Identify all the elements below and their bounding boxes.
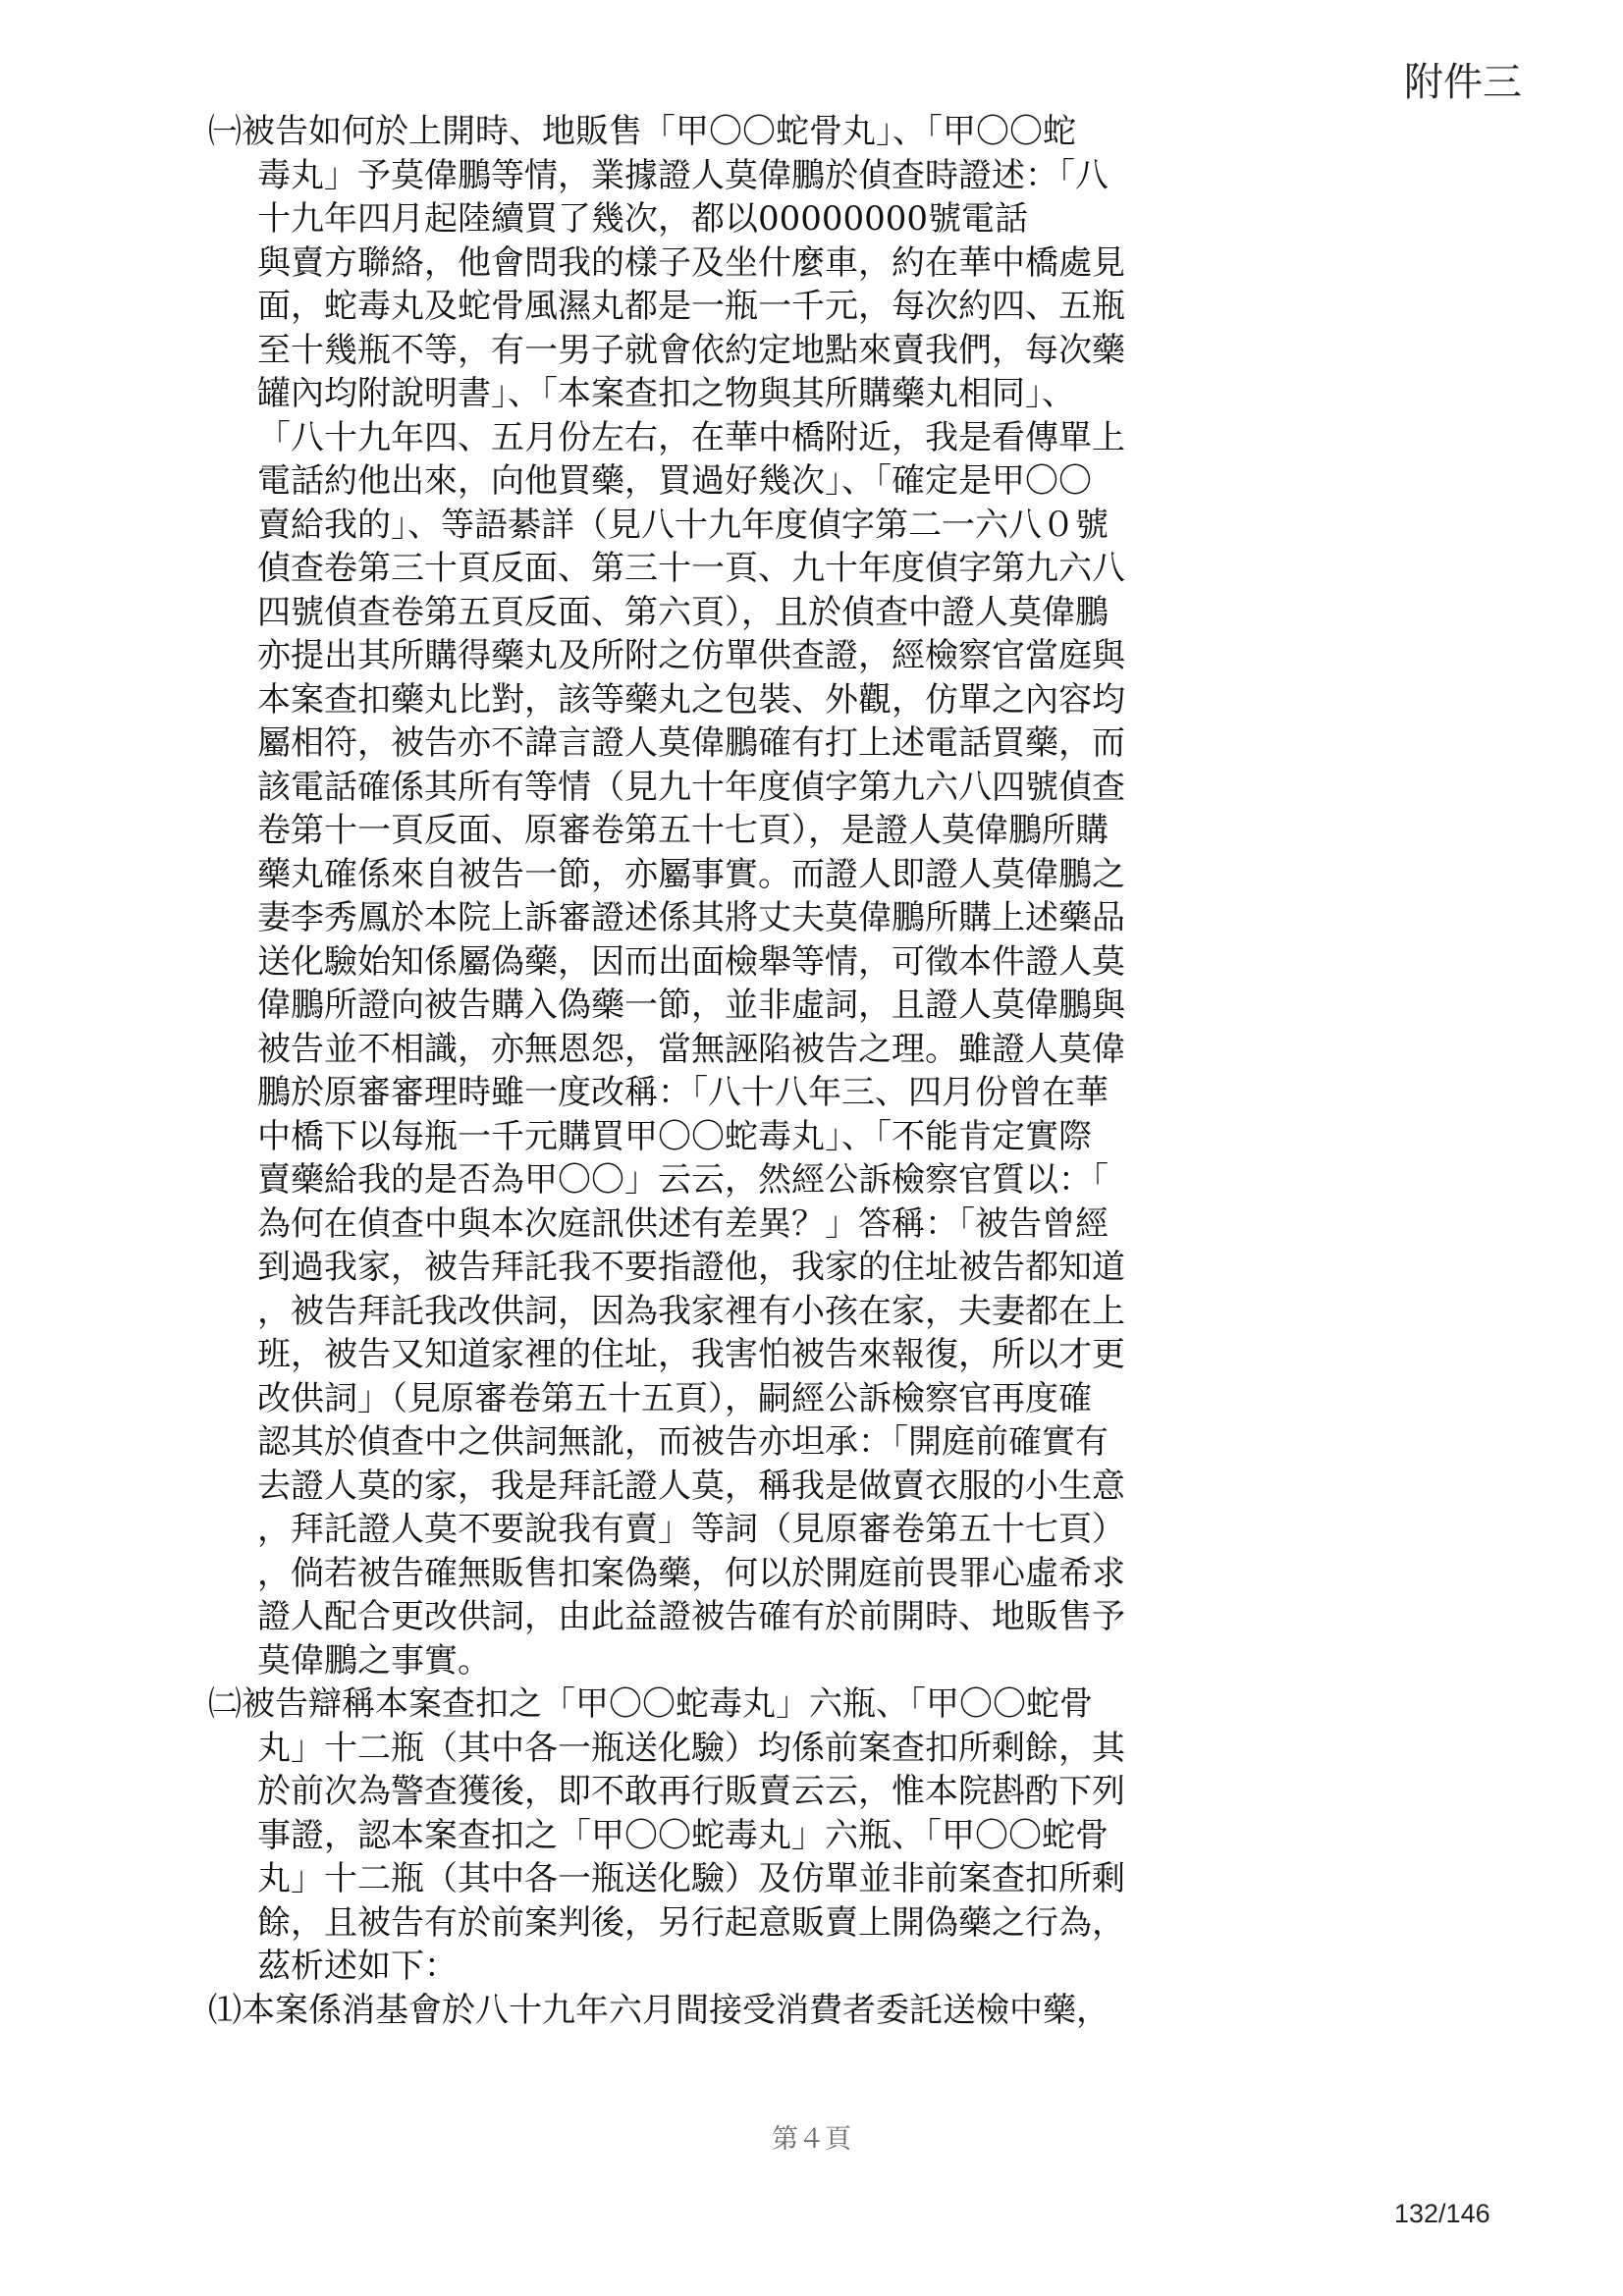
body-line: 送化驗始知係屬偽藥，因而出面檢舉等情，可徵本件證人莫 [257,941,1125,982]
body-line: 丸」十二瓶（其中各一瓶送化驗）及仿單並非前案查扣所剩 [257,1859,1125,1898]
body-line: 四號偵查卷第五頁反面、第六頁），且於偵查中證人莫偉鵬 [257,592,1109,632]
attachment-label: 附件三 [1404,60,1522,105]
body-line: 該電話確係其所有等情（見九十年度偵字第九六八四號偵查 [257,767,1125,807]
body-line: 證人配合更改供詞，由此益證被告確有於前開時、地販售予 [257,1597,1125,1636]
body-line: 罐內均附說明書」、「本案查扣之物與其所購藥丸相同」、 [257,374,1075,413]
body-line: 十九年四月起陸續買了幾次，都以00000000號電話 [257,199,1029,239]
body-line: 到過我家，被告拜託我不要指證他，我家的住址被告都知道 [257,1248,1125,1287]
body-line: 屬相符，被告亦不諱言證人莫偉鵬確有打上述電話買藥，而 [257,723,1125,763]
body-line: 妻李秀鳳於本院上訴審證述係其將丈夫莫偉鵬所購上述藥品 [257,898,1125,937]
document-body [208,110,1131,2032]
body-line: ㈡被告辯稱本案查扣之「甲〇〇蛇毒丸」六瓶、「甲〇〇蛇骨 [208,1684,1093,1724]
body-line: 電話約他出來，向他買藥，買過好幾次」、「確定是甲〇〇 [257,461,1092,501]
body-line: 藥丸確係來自被告一節，亦屬事實。而證人即證人莫偉鵬之 [257,854,1125,894]
body-line: 去證人莫的家，我是拜託證人莫，稱我是做賣衣服的小生意 [257,1466,1125,1506]
body-line: ，拜託證人莫不要說我有賣」等詞（見原審卷第五十七頁） [257,1510,1125,1549]
body-line: 偵查卷第三十頁反面、第三十一頁、九十年度偵字第九六八 [257,549,1125,588]
body-line: ㈠被告如何於上開時、地販售「甲〇〇蛇骨丸」、「甲〇〇蛇 [208,112,1076,151]
body-line: ，倘若被告確無販售扣案偽藥，何以於開庭前畏罪心虛希求 [257,1553,1125,1593]
body-line: 茲析述如下： [257,1947,458,1986]
body-line: 認其於偵查中之供詞無訛，而被告亦坦承：「開庭前確實有 [257,1422,1109,1462]
body-line: 與賣方聯絡，他會問我的樣子及坐什麼車，約在華中橋處見 [257,242,1125,283]
body-line: 丸」十二瓶（其中各一瓶送化驗）均係前案查扣所剩餘，其 [257,1728,1125,1768]
body-line: 毒丸」予莫偉鵬等情，業據證人莫偉鵬於偵查時證述：「八 [257,155,1109,195]
body-line: ⑴本案係消基會於八十九年六月間接受消費者委託送檢中藥， [208,1990,1109,2030]
body-line: 班，被告又知道家裡的住址，我害怕被告來報復，所以才更 [257,1335,1125,1374]
body-line: 至十幾瓶不等，有一男子就會依約定地點來賣我們，每次藥 [257,330,1125,370]
body-line: 為何在偵查中與本次庭訊供述有差異？」答稱：「被告曾經 [257,1203,1109,1244]
body-line: 偉鵬所證向被告購入偽藥一節，並非虛詞，且證人莫偉鵬與 [257,986,1125,1025]
page-number: 第４頁 [772,2124,851,2155]
body-line: 本案查扣藥丸比對，該等藥丸之包裝、外觀，仿單之內容均 [257,679,1125,720]
body-line: 莫偉鵬之事實。 [257,1640,491,1681]
body-line: 餘，且被告有於前案判後，另行起意販賣上開偽藥之行為， [257,1902,1125,1943]
body-line: ，被告拜託我改供詞，因為我家裡有小孩在家，夫妻都在上 [257,1291,1125,1331]
body-line: 改供詞」（見原審卷第五十五頁），嗣經公訴檢察官再度確 [257,1378,1092,1418]
page-count: 132/146 [1394,2199,1490,2228]
body-line: 面，蛇毒丸及蛇骨風濕丸都是一瓶一千元，每次約四、五瓶 [257,287,1125,326]
body-line: 卷第十一頁反面、原審卷第五十七頁），是證人莫偉鵬所購 [257,811,1109,850]
body-line: 「八十九年四、五月份左右，在華中橋附近，我是看傳單上 [257,417,1125,457]
body-line: 賣給我的」、等語綦詳（見八十九年度偵字第二一六八０號 [257,505,1109,545]
body-line: 賣藥給我的是否為甲〇〇」云云，然經公訴檢察官質以：「 [257,1160,1109,1200]
body-line: 事證，認本案查扣之「甲〇〇蛇毒丸」六瓶、「甲〇〇蛇骨 [257,1815,1109,1855]
body-line: 於前次為警查獲後，即不敢再行販賣云云，惟本院斟酌下列 [257,1772,1125,1811]
body-line: 中橋下以每瓶一千元購買甲〇〇蛇毒丸」、「不能肯定實際 [257,1116,1092,1156]
body-line: 被告並不相識，亦無恩怨，當無誣陷被告之理。雖證人莫偉 [257,1029,1125,1069]
body-line: 鵬於原審審理時雖一度改稱：「八十八年三、四月份曾在華 [257,1073,1109,1112]
body-line: 亦提出其所購得藥丸及所附之仿單供查證，經檢察官當庭與 [257,636,1125,675]
